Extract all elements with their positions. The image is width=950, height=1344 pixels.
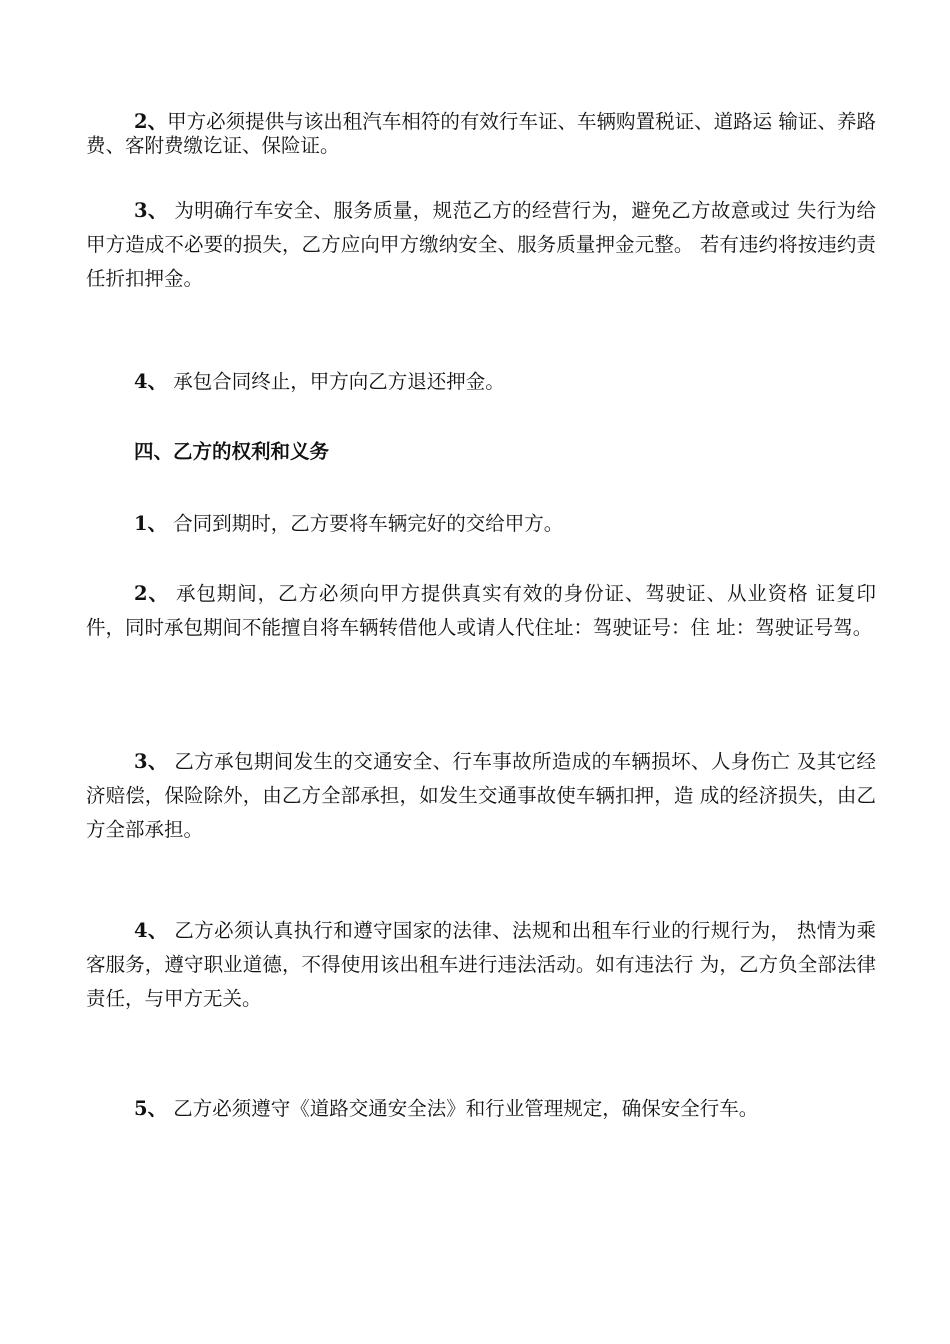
paragraph-4-5: [86, 1092, 876, 1126]
paragraph-text: 承包合同终止，甲方向乙方退还押金。: [167, 370, 505, 393]
paragraph-text: 乙方必须认真执行和遵守国家的法律、法规和出租车行业的行规行为， 热情为乘客服务，遵守职业道德，不得使用该出租车进行违法活动。如有违法行 为，乙方负全部法律责任，与甲方无关。: [86, 919, 876, 1010]
paragraph-number: 4、: [134, 919, 168, 942]
paragraph-text: 承包期间，乙方必须向甲方提供真实有效的身份证、驾驶证、从业资格 证复印件，同时承包期间不能擅自将车辆转借他人或请人代住址：驾驶证号：住 址：驾驶证号驾。: [86, 582, 876, 639]
paragraph-number: 4、: [134, 370, 168, 393]
paragraph-number: 2、: [134, 582, 169, 605]
paragraph-4-3: [86, 745, 876, 847]
section-heading-text: 四、乙方的权利和义务: [134, 440, 330, 463]
paragraph-text: 乙方承包期间发生的交通安全、行车事故所造成的车辆损坏、人身伤亡 及其它经济赔偿，保险除外，由乙方全部承担，如发生交通事故使车辆扣押，造 成的经济损失，由乙方全部承担。: [86, 750, 876, 841]
paragraph-text: 合同到期时，乙方要将车辆完好的交给甲方。: [167, 512, 564, 535]
paragraph-number: 3、: [134, 199, 168, 222]
paragraph-text: 甲方必须提供与该出租汽车相符的有效行车证、车辆购置税证、道路运 输证、养路费、客附费缴讫证、保险证。: [86, 110, 876, 157]
paragraph-3-4: [86, 365, 876, 399]
paragraph-number: 1、: [134, 512, 168, 535]
paragraph-4-1: [86, 507, 876, 541]
paragraph-3-2: [86, 110, 876, 158]
paragraph-text: 为明确行车安全、服务质量，规范乙方的经营行为，避免乙方故意或过 失行为给甲方造成不必要的损失，乙方应向甲方缴纳安全、服务质量押金元整。 若有违约将按违约责任折扣押金。: [86, 199, 876, 290]
paragraph-number: 2、: [134, 110, 168, 133]
paragraph-4-2: [86, 577, 876, 645]
section-heading-4: [86, 435, 876, 469]
paragraph-number: 3、: [134, 750, 168, 773]
paragraph-4-4: [86, 914, 876, 1016]
paragraph-number: 5、: [134, 1097, 168, 1120]
paragraph-3-3: [86, 194, 876, 296]
paragraph-text: 乙方必须遵守《道路交通安全法》和行业管理规定，确保安全行车。: [167, 1097, 759, 1120]
